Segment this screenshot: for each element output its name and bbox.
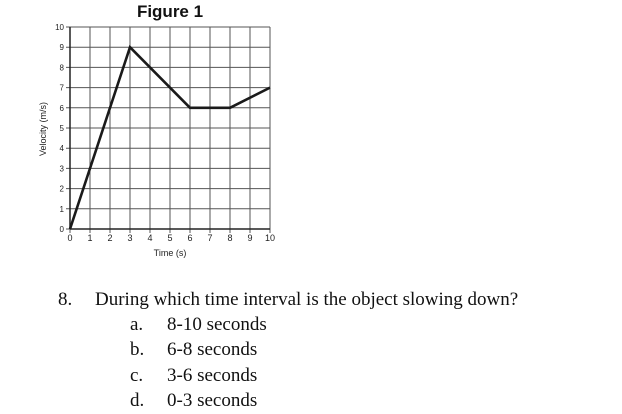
y-tick-label: 9 [59, 43, 64, 53]
choice-letter: c. [130, 365, 144, 386]
x-tick-label: 7 [207, 233, 213, 243]
y-tick-label: 10 [55, 23, 64, 32]
chart-title: Figure 1 [136, 2, 204, 21]
question-number: 8. [58, 289, 73, 310]
y-axis-label: Velocity (m/s) [38, 101, 48, 157]
choice-letter: d. [130, 390, 145, 411]
y-tick-label: 3 [59, 164, 64, 174]
x-tick-label: 2 [107, 233, 113, 243]
y-tick-label: 8 [59, 63, 64, 73]
x-tick-label: 9 [247, 233, 253, 243]
choice-d[interactable] [130, 390, 257, 412]
x-tick-label: 0 [67, 233, 73, 243]
x-tick-label: 5 [167, 233, 173, 243]
x-tick-label: 10 [264, 233, 276, 243]
y-tick-label: 4 [59, 144, 64, 154]
question-text-row [58, 289, 518, 311]
choice-b[interactable] [130, 339, 257, 361]
choice-text: 6-8 seconds [167, 339, 258, 360]
choice-letter: b. [130, 339, 145, 360]
x-tick-label: 3 [127, 233, 133, 243]
y-tick-label: 5 [59, 124, 64, 133]
x-axis-label: Time (s) [153, 248, 187, 258]
velocity-time-chart [0, 0, 300, 270]
y-tick-label: 2 [59, 184, 64, 194]
choice-text: 8-10 seconds [167, 314, 267, 335]
x-tick-label: 8 [227, 233, 233, 243]
x-tick-label: 6 [187, 233, 193, 243]
y-tick-label: 0 [59, 225, 64, 234]
y-tick-label: 1 [59, 204, 64, 214]
choice-letter: a. [130, 314, 144, 335]
y-tick-label: 6 [59, 103, 64, 113]
choice-c[interactable] [130, 365, 257, 387]
question-prompt: During which time interval is the object slowing down? [95, 289, 519, 310]
x-tick-label: 4 [147, 233, 153, 243]
choice-a[interactable] [130, 314, 267, 336]
choice-text: 3-6 seconds [167, 365, 258, 386]
x-tick-label: 1 [87, 233, 93, 243]
choice-text: 0-3 seconds [167, 390, 258, 411]
y-tick-label: 7 [59, 83, 64, 93]
